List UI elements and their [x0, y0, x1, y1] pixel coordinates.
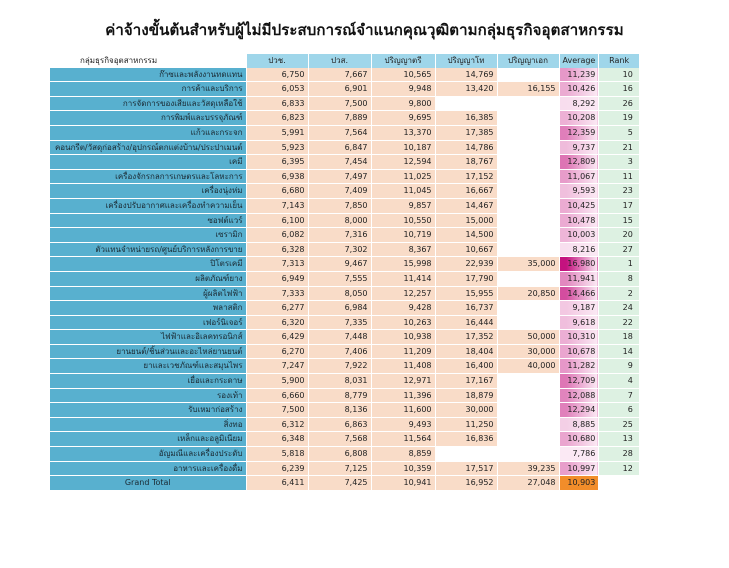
average-cell: 7,786 [559, 447, 599, 462]
value-cell: 16,444 [435, 315, 497, 330]
average-cell: 10,310 [559, 330, 599, 345]
average-cell: 9,618 [559, 315, 599, 330]
value-cell: 6,395 [246, 155, 308, 170]
category-cell: การพิมพ์และบรรจุภัณฑ์ [50, 111, 246, 126]
value-cell: 7,143 [246, 198, 308, 213]
total-rank-empty [599, 476, 639, 491]
average-cell: 16,980 [559, 257, 599, 272]
value-cell: 30,000 [435, 403, 497, 418]
rank-cell: 15 [599, 213, 639, 228]
category-cell: ตัวแทนจำหน่ายรถ/ศูนย์บริการหลังการขาย [50, 242, 246, 257]
rank-cell: 27 [599, 242, 639, 257]
value-cell: 8,136 [308, 403, 371, 418]
table-body [50, 68, 639, 491]
header-bachelor: ปริญญาตรี [371, 54, 435, 68]
average-cell: 12,709 [559, 374, 599, 389]
value-cell [497, 242, 559, 257]
value-cell: 6,270 [246, 344, 308, 359]
value-cell: 9,857 [371, 198, 435, 213]
value-cell: 20,850 [497, 286, 559, 301]
value-cell: 15,998 [371, 257, 435, 272]
average-cell: 8,292 [559, 96, 599, 111]
category-cell: เคมี [50, 155, 246, 170]
value-cell: 6,823 [246, 111, 308, 126]
category-cell: รับเหมาก่อสร้าง [50, 403, 246, 418]
value-cell: 10,359 [371, 461, 435, 476]
rank-cell: 4 [599, 374, 639, 389]
average-cell: 10,997 [559, 461, 599, 476]
value-cell: 6,863 [308, 417, 371, 432]
value-cell: 7,247 [246, 359, 308, 374]
value-cell: 11,564 [371, 432, 435, 447]
value-cell: 17,352 [435, 330, 497, 345]
average-cell: 10,208 [559, 111, 599, 126]
value-cell: 6,833 [246, 96, 308, 111]
value-cell: 7,555 [308, 271, 371, 286]
header-vocational-cert: ปวช. [246, 54, 308, 68]
value-cell [497, 417, 559, 432]
value-cell: 10,565 [371, 68, 435, 82]
value-cell: 12,971 [371, 374, 435, 389]
category-cell: ก๊าซและพลังงานทดแทน [50, 68, 246, 82]
average-cell: 11,282 [559, 359, 599, 374]
value-cell: 6,328 [246, 242, 308, 257]
rank-cell: 7 [599, 388, 639, 403]
value-cell: 6,660 [246, 388, 308, 403]
value-cell: 6,938 [246, 169, 308, 184]
value-cell: 9,800 [371, 96, 435, 111]
value-cell [497, 301, 559, 316]
category-cell: เครื่องปรับอากาศและเครื่องทำความเย็น [50, 198, 246, 213]
value-cell: 9,428 [371, 301, 435, 316]
grand-total-label: Grand Total [50, 476, 246, 491]
table-row [50, 271, 639, 286]
average-cell: 12,359 [559, 125, 599, 140]
value-cell: 7,500 [246, 403, 308, 418]
value-cell: 10,263 [371, 315, 435, 330]
value-cell: 14,500 [435, 228, 497, 243]
value-cell: 18,767 [435, 155, 497, 170]
value-cell: 12,257 [371, 286, 435, 301]
category-cell: เซรามิก [50, 228, 246, 243]
value-cell: 8,050 [308, 286, 371, 301]
value-cell: 17,790 [435, 271, 497, 286]
value-cell: 16,737 [435, 301, 497, 316]
table-row [50, 213, 639, 228]
category-cell: เยื่อและกระดาษ [50, 374, 246, 389]
total-value-cell: 7,425 [308, 476, 371, 491]
rank-cell: 28 [599, 447, 639, 462]
rank-cell: 26 [599, 96, 639, 111]
value-cell: 18,404 [435, 344, 497, 359]
category-cell: ซอฟต์แวร์ [50, 213, 246, 228]
header-row [50, 54, 639, 68]
value-cell: 16,385 [435, 111, 497, 126]
value-cell [497, 96, 559, 111]
average-cell: 14,466 [559, 286, 599, 301]
value-cell: 10,719 [371, 228, 435, 243]
rank-cell: 14 [599, 344, 639, 359]
value-cell: 16,400 [435, 359, 497, 374]
value-cell [497, 228, 559, 243]
value-cell: 11,408 [371, 359, 435, 374]
category-cell: คอนกรีต/วัสดุก่อสร้าง/อุปกรณ์ตกแต่งบ้าน/ประปาเมนต์ [50, 140, 246, 155]
table-row [50, 198, 639, 213]
wage-table [50, 54, 639, 491]
value-cell: 7,335 [308, 315, 371, 330]
value-cell: 5,923 [246, 140, 308, 155]
average-cell: 10,680 [559, 432, 599, 447]
table-row [50, 96, 639, 111]
value-cell: 7,313 [246, 257, 308, 272]
value-cell: 17,385 [435, 125, 497, 140]
table-row [50, 140, 639, 155]
value-cell [497, 155, 559, 170]
value-cell: 9,493 [371, 417, 435, 432]
value-cell: 11,250 [435, 417, 497, 432]
value-cell: 10,187 [371, 140, 435, 155]
rank-cell: 20 [599, 228, 639, 243]
header-category: กลุ่มธุรกิจอุตสาหกรรม [50, 54, 246, 68]
rank-cell: 8 [599, 271, 639, 286]
category-cell: ยาและเวชภัณฑ์และสมุนไพร [50, 359, 246, 374]
rank-cell: 23 [599, 184, 639, 199]
average-cell: 10,678 [559, 344, 599, 359]
rank-cell: 6 [599, 403, 639, 418]
value-cell [497, 271, 559, 286]
value-cell: 6,750 [246, 68, 308, 82]
value-cell: 11,396 [371, 388, 435, 403]
header-doctorate: ปริญญาเอก [497, 54, 559, 68]
table-row [50, 359, 639, 374]
value-cell: 6,680 [246, 184, 308, 199]
table-row [50, 461, 639, 476]
table-row [50, 257, 639, 272]
value-cell: 7,333 [246, 286, 308, 301]
value-cell: 7,922 [308, 359, 371, 374]
value-cell: 8,859 [371, 447, 435, 462]
table-row [50, 447, 639, 462]
value-cell: 6,239 [246, 461, 308, 476]
value-cell: 11,209 [371, 344, 435, 359]
value-cell: 14,467 [435, 198, 497, 213]
value-cell: 5,900 [246, 374, 308, 389]
category-cell: ผู้ผลิตไฟฟ้า [50, 286, 246, 301]
value-cell: 6,082 [246, 228, 308, 243]
value-cell: 18,879 [435, 388, 497, 403]
total-average-cell: 10,903 [559, 476, 599, 491]
table-row [50, 82, 639, 97]
table-row [50, 301, 639, 316]
category-cell: สิ่งทอ [50, 417, 246, 432]
category-cell: เฟอร์นิเจอร์ [50, 315, 246, 330]
rank-cell: 11 [599, 169, 639, 184]
value-cell: 7,497 [308, 169, 371, 184]
page-title: ค่าจ้างขั้นต้นสำหรับผู้ไม่มีประสบการณ์จำแนกคุณวุฒิตามกลุ่มธุรกิจอุตสาหกรรม [105, 21, 624, 39]
category-cell: พลาสติก [50, 301, 246, 316]
rank-cell: 25 [599, 417, 639, 432]
value-cell: 39,235 [497, 461, 559, 476]
value-cell: 6,312 [246, 417, 308, 432]
average-cell: 12,809 [559, 155, 599, 170]
value-cell: 30,000 [497, 344, 559, 359]
value-cell: 6,984 [308, 301, 371, 316]
value-cell: 14,769 [435, 68, 497, 82]
rank-cell: 5 [599, 125, 639, 140]
value-cell: 7,568 [308, 432, 371, 447]
table-row [50, 432, 639, 447]
value-cell: 7,409 [308, 184, 371, 199]
value-cell: 9,948 [371, 82, 435, 97]
value-cell: 7,454 [308, 155, 371, 170]
table-row [50, 403, 639, 418]
value-cell: 7,889 [308, 111, 371, 126]
average-cell: 10,478 [559, 213, 599, 228]
rank-cell: 24 [599, 301, 639, 316]
value-cell: 13,370 [371, 125, 435, 140]
value-cell: 7,302 [308, 242, 371, 257]
value-cell: 5,991 [246, 125, 308, 140]
category-cell: แก้วและกระจก [50, 125, 246, 140]
value-cell: 6,100 [246, 213, 308, 228]
category-cell: ผลิตภัณฑ์ยาง [50, 271, 246, 286]
value-cell: 17,517 [435, 461, 497, 476]
value-cell: 16,836 [435, 432, 497, 447]
value-cell: 12,594 [371, 155, 435, 170]
table-row [50, 374, 639, 389]
value-cell: 7,564 [308, 125, 371, 140]
value-cell: 7,850 [308, 198, 371, 213]
table-row [50, 155, 639, 170]
average-cell: 9,187 [559, 301, 599, 316]
value-cell: 6,348 [246, 432, 308, 447]
average-cell: 10,426 [559, 82, 599, 97]
category-cell: ยานยนต์/ชิ้นส่วนและอะไหล่ยานยนต์ [50, 344, 246, 359]
table-row [50, 344, 639, 359]
average-cell: 11,067 [559, 169, 599, 184]
value-cell [497, 447, 559, 462]
category-cell: เหล็กและอลูมิเนียม [50, 432, 246, 447]
table-row [50, 242, 639, 257]
value-cell: 10,550 [371, 213, 435, 228]
value-cell [497, 111, 559, 126]
rank-cell: 19 [599, 111, 639, 126]
value-cell: 13,420 [435, 82, 497, 97]
value-cell: 17,167 [435, 374, 497, 389]
category-cell: อาหารและเครื่องดื่ม [50, 461, 246, 476]
value-cell: 6,949 [246, 271, 308, 286]
average-cell: 10,425 [559, 198, 599, 213]
table-row [50, 388, 639, 403]
header-high-vocational: ปวส. [308, 54, 371, 68]
category-cell: ปิโตรเคมี [50, 257, 246, 272]
rank-cell: 22 [599, 315, 639, 330]
rank-cell: 10 [599, 68, 639, 82]
value-cell: 8,031 [308, 374, 371, 389]
value-cell: 11,045 [371, 184, 435, 199]
value-cell: 6,429 [246, 330, 308, 345]
table-row [50, 184, 639, 199]
total-value-cell: 10,941 [371, 476, 435, 491]
average-cell: 10,003 [559, 228, 599, 243]
rank-cell: 13 [599, 432, 639, 447]
value-cell: 7,406 [308, 344, 371, 359]
value-cell: 7,316 [308, 228, 371, 243]
value-cell: 17,152 [435, 169, 497, 184]
average-cell: 12,088 [559, 388, 599, 403]
value-cell [497, 140, 559, 155]
category-cell: ไฟฟ้าและอิเลคทรอนิกส์ [50, 330, 246, 345]
value-cell [497, 432, 559, 447]
value-cell: 7,448 [308, 330, 371, 345]
rank-cell: 2 [599, 286, 639, 301]
value-cell: 15,955 [435, 286, 497, 301]
total-value-cell: 16,952 [435, 476, 497, 491]
rank-cell: 1 [599, 257, 639, 272]
category-cell: การจัดการของเสียและวัสดุเหลือใช้ [50, 96, 246, 111]
value-cell: 35,000 [497, 257, 559, 272]
value-cell: 14,786 [435, 140, 497, 155]
value-cell: 10,667 [435, 242, 497, 257]
value-cell: 8,367 [371, 242, 435, 257]
value-cell: 11,414 [371, 271, 435, 286]
value-cell: 5,818 [246, 447, 308, 462]
table-row [50, 228, 639, 243]
value-cell [497, 68, 559, 82]
average-cell: 9,737 [559, 140, 599, 155]
rank-cell: 21 [599, 140, 639, 155]
value-cell [497, 388, 559, 403]
value-cell: 40,000 [497, 359, 559, 374]
table-row [50, 125, 639, 140]
category-cell: เครื่องนุ่งห่ม [50, 184, 246, 199]
value-cell: 6,277 [246, 301, 308, 316]
category-cell: การค้าและบริการ [50, 82, 246, 97]
value-cell: 15,000 [435, 213, 497, 228]
value-cell [497, 213, 559, 228]
average-cell: 8,885 [559, 417, 599, 432]
table-row [50, 417, 639, 432]
value-cell [497, 169, 559, 184]
value-cell: 10,938 [371, 330, 435, 345]
value-cell: 7,667 [308, 68, 371, 82]
value-cell: 6,320 [246, 315, 308, 330]
value-cell [497, 315, 559, 330]
value-cell [435, 447, 497, 462]
value-cell: 6,901 [308, 82, 371, 97]
value-cell: 8,000 [308, 213, 371, 228]
header-average: Average [559, 54, 599, 68]
average-cell: 11,941 [559, 271, 599, 286]
value-cell: 11,025 [371, 169, 435, 184]
average-cell: 12,294 [559, 403, 599, 418]
value-cell: 6,808 [308, 447, 371, 462]
value-cell [497, 125, 559, 140]
value-cell: 22,939 [435, 257, 497, 272]
table-row [50, 111, 639, 126]
rank-cell: 12 [599, 461, 639, 476]
table-row [50, 330, 639, 345]
value-cell [497, 198, 559, 213]
value-cell: 9,467 [308, 257, 371, 272]
category-cell: รองเท้า [50, 388, 246, 403]
value-cell: 7,125 [308, 461, 371, 476]
rank-cell: 18 [599, 330, 639, 345]
value-cell [497, 403, 559, 418]
table-row [50, 286, 639, 301]
grand-total-row [50, 476, 639, 491]
average-cell: 8,216 [559, 242, 599, 257]
value-cell: 16,667 [435, 184, 497, 199]
value-cell: 9,695 [371, 111, 435, 126]
value-cell: 11,600 [371, 403, 435, 418]
value-cell: 6,847 [308, 140, 371, 155]
value-cell: 16,155 [497, 82, 559, 97]
rank-cell: 9 [599, 359, 639, 374]
total-value-cell: 6,411 [246, 476, 308, 491]
header-master: ปริญญาโท [435, 54, 497, 68]
table-row [50, 169, 639, 184]
table-row [50, 315, 639, 330]
value-cell [497, 374, 559, 389]
value-cell [435, 96, 497, 111]
value-cell: 8,779 [308, 388, 371, 403]
value-cell: 6,053 [246, 82, 308, 97]
rank-cell: 3 [599, 155, 639, 170]
category-cell: เครื่องจักรกลการเกษตรและโลหะการ [50, 169, 246, 184]
category-cell: อัญมณีและเครื่องประดับ [50, 447, 246, 462]
value-cell: 50,000 [497, 330, 559, 345]
rank-cell: 17 [599, 198, 639, 213]
value-cell: 7,500 [308, 96, 371, 111]
rank-cell: 16 [599, 82, 639, 97]
total-value-cell: 27,048 [497, 476, 559, 491]
average-cell: 11,239 [559, 68, 599, 82]
table-row [50, 68, 639, 82]
value-cell [497, 184, 559, 199]
average-cell: 9,593 [559, 184, 599, 199]
header-rank: Rank [599, 54, 639, 68]
